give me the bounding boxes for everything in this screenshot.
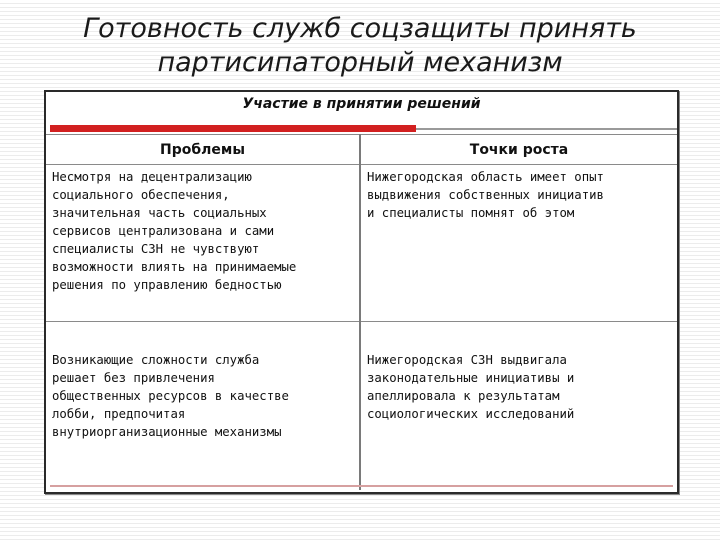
- column-header-growth-points: Точки роста: [469, 142, 569, 158]
- slide-title: [40, 12, 680, 80]
- decision-table: [44, 90, 679, 494]
- gray-divider: [416, 128, 677, 130]
- red-accent-bar: [50, 125, 416, 132]
- table-cell-problem-2: Возникающие сложности служба решает без привлечения общественных ресурсов в качестве лобби, предпочитая внутриорганизационные механизмы: [52, 353, 289, 439]
- table-cell-growth-1: Нижегородская область имеет опыт выдвижения собственных инициатив и специалисты помнят об этом: [367, 170, 604, 220]
- row-divider: [46, 134, 677, 135]
- row-divider: [46, 321, 677, 322]
- slide-title-line-1: Готовность служб соцзащиты принять: [83, 13, 637, 44]
- column-divider: [359, 134, 361, 490]
- table-header: Участие в принятии решений: [242, 96, 481, 112]
- table-cell-growth-2: Нижегородская СЗН выдвигала законодательные инициативы и апеллировала к результатам социологических исследований: [367, 353, 575, 421]
- row-divider: [46, 164, 677, 165]
- bottom-rule: [50, 485, 673, 487]
- column-header-problems: Проблемы: [160, 142, 245, 158]
- slide-title-line-2: партисипаторный механизм: [157, 47, 563, 78]
- table-cell-problem-1: Несмотря на децентрализацию социального обеспечения, значительная часть социальных сервисов централизована и сами специалисты СЗН не чувствуют возможности влиять на принимаемые решения по управлению бедностью: [52, 170, 297, 292]
